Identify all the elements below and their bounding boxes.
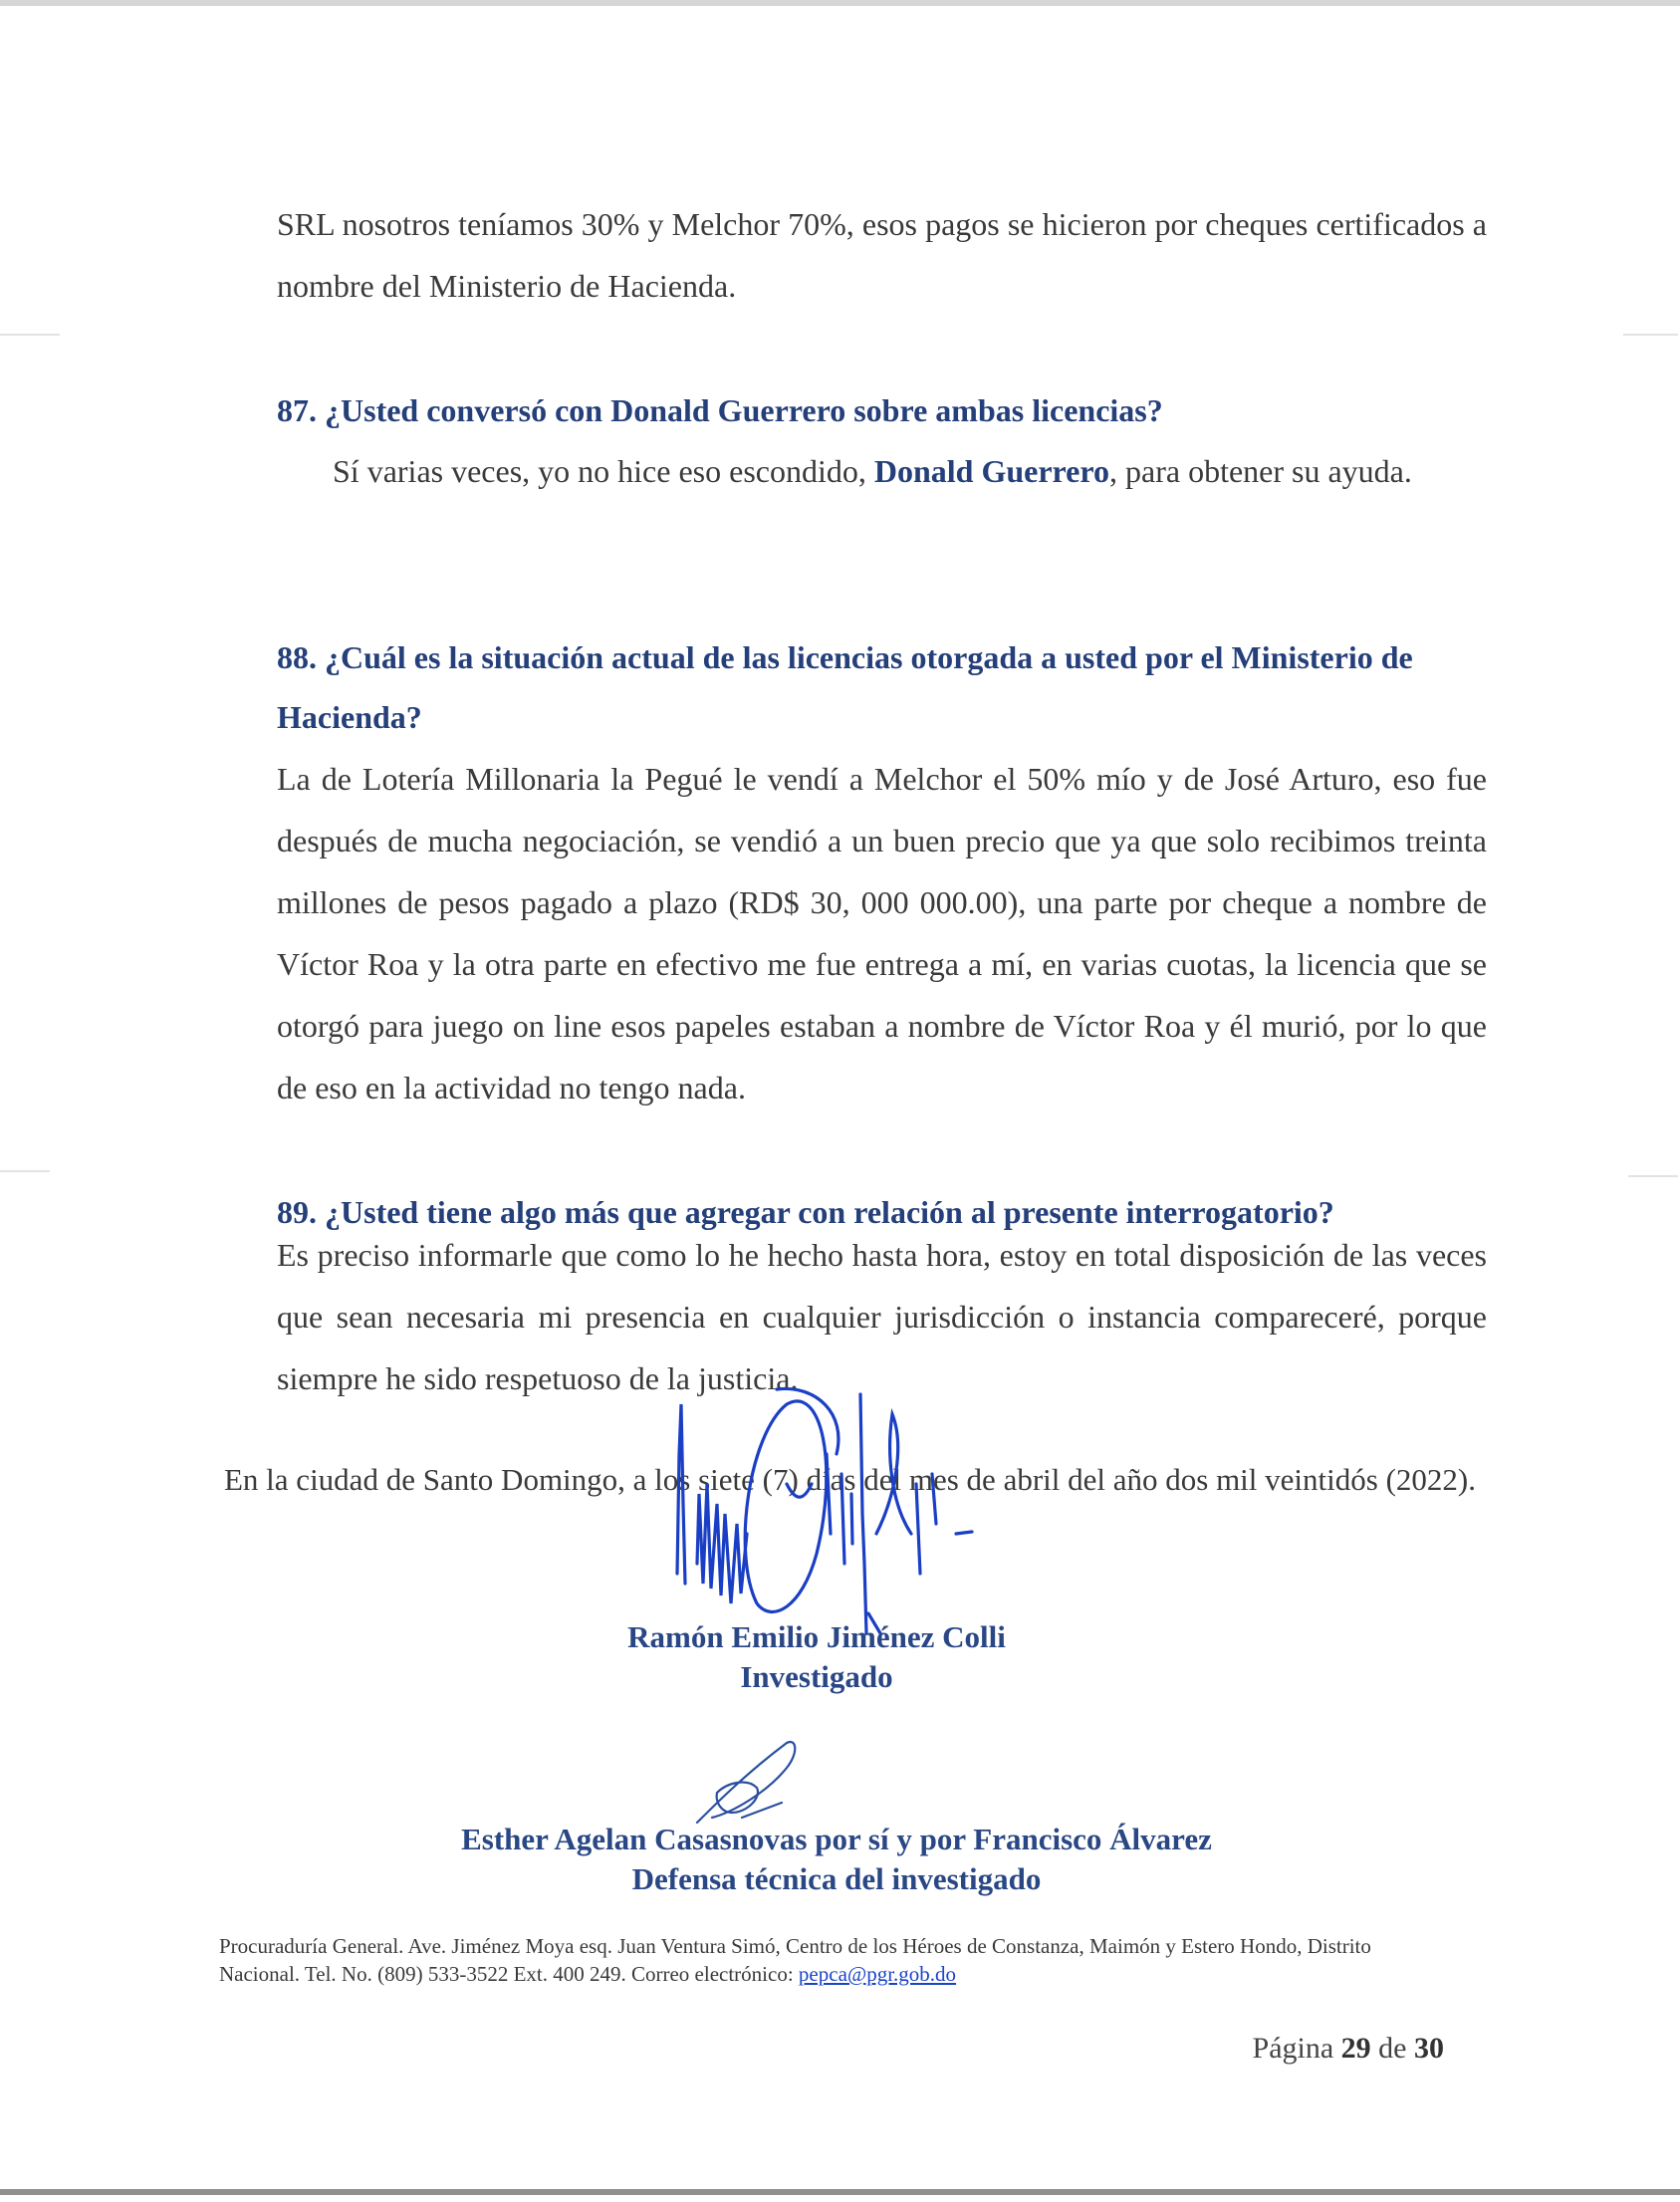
scan-mark: [1623, 334, 1678, 336]
answer-89: Es preciso informarle que como lo he hecho hasta hora, estoy en total disposición de las veces que sean necesaria mi presencia en cualquier jurisdicción o instancia compareceré, porque siempre he sido respetuoso de la justicia.: [277, 1237, 1487, 1396]
footer-text: Procuraduría General. Ave. Jiménez Moya esq. Juan Ventura Simó, Centro de los Héroes de Constanza, Maimón y Estero Hondo, Distrito Nacional. Tel. No. (809) 533-3522 Ext. 400 249. Correo electrónico:: [219, 1934, 1371, 1986]
scan-top-edge: [0, 0, 1680, 6]
defensa-role: Defensa técnica del investigado: [631, 1861, 1042, 1896]
investigado-role: Investigado: [740, 1659, 893, 1694]
scan-mark: [1628, 1175, 1678, 1177]
defensa-signature: [687, 1733, 817, 1833]
page-current: 29: [1340, 2032, 1371, 2065]
question-text: ¿Usted conversó con Donald Guerrero sobre ambas licencias?: [325, 392, 1163, 428]
answer-text: Sí varias veces, yo no hice eso escondido,: [333, 453, 874, 489]
page-label: Página: [1252, 2032, 1334, 2065]
answer-88: La de Lotería Millonaria la Pegué le vendí a Melchor el 50% mío y de José Arturo, eso fue después de mucha negociación, se vendió a un buen precio que ya que solo recibimos treinta millones de pesos pagado a plazo (RD$ 30, 000 000.00), una parte por cheque a nombre de Víctor Roa y la otra parte en efectivo me fue entrega a mí, en varias cuotas, la licencia que se otorgó para juego on line esos papeles estaban a nombre de Víctor Roa y él murió, por lo que de eso en la actividad no tengo nada.: [277, 761, 1487, 1105]
question-text: ¿Usted tiene algo más que agregar con relación al presente interrogatorio?: [325, 1194, 1334, 1230]
answer-text: , para obtener su ayuda.: [1109, 453, 1412, 489]
defensa-name: Esther Agelan Casasnovas por sí y por Francisco Álvarez: [461, 1822, 1212, 1856]
closing-statement: En la ciudad de Santo Domingo, a los siete (7) días del mes de abril del año dos mil veintidós (2022).: [224, 1462, 1476, 1497]
answer-name-highlight: Donald Guerrero: [873, 453, 1109, 489]
question-number: 89.: [277, 1194, 317, 1230]
question-number: 88.: [277, 639, 317, 675]
investigado-name: Ramón Emilio Jiménez Colli: [627, 1619, 1006, 1654]
continuation-paragraph: SRL nosotros teníamos 30% y Melchor 70%, esos pagos se hicieron por cheques certificados a nombre del Ministerio de Hacienda.: [277, 206, 1487, 304]
page-separator: de: [1378, 2032, 1407, 2065]
question-88: [277, 627, 1492, 747]
answer-87: [333, 440, 1488, 502]
question-87: [277, 380, 1492, 440]
scan-bottom-edge: [0, 2189, 1680, 2195]
question-text: ¿Cuál es la situación actual de las licencias otorgada a usted por el Ministerio de Hacienda?: [277, 639, 1413, 735]
scan-mark: [0, 334, 60, 336]
footer-address: [219, 1932, 1454, 1988]
footer-email-link[interactable]: pepca@pgr.gob.do: [798, 1962, 957, 1986]
page-total: 30: [1414, 2032, 1444, 2065]
question-number: 87.: [277, 392, 317, 428]
scan-mark: [0, 1170, 50, 1172]
page-number: [1115, 2032, 1444, 2066]
